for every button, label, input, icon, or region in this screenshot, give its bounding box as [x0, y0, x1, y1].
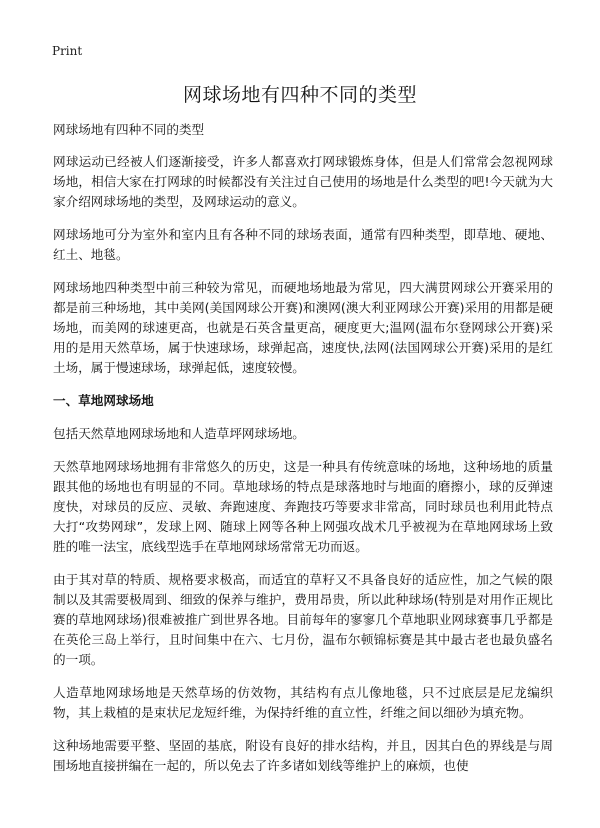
- grass-maintenance-paragraph: 由于其对草的特质、规格要求极高，而适宜的草籽又不具备良好的适应性，加之气候的限制以及其需要极周到、细致的保养与维护，费用昂贵，所以此种球场(特别是对用作正规比赛的草地网球场)很难被推广到世界各地。目前每年的寥寥几个草地职业网球赛事几乎都是在英伦三岛上举行，且时间集中在六、七月份，温布尔顿锦标赛是其中最古老也最负盛名的一项。: [53, 572, 553, 667]
- artificial-grass-paragraph: 人造草地网球场地是天然草场的仿效物，其结构有点儿像地毯，只不过底层是尼龙编织物，其上栽植的是束状尼龙短纤维，为保持纤维的直立性，纤维之间以细砂为填充物。: [53, 685, 553, 720]
- article-subtitle: 网球场地有四种不同的类型: [53, 122, 205, 137]
- page-title: 网球场地有四种不同的类型: [182, 84, 417, 106]
- natural-grass-paragraph: 天然草地网球场地拥有非常悠久的历史，这是一种具有传统意味的场地，这种场地的质量跟其他的场地也有明显的不同。草地球场的特点是球落地时与地面的磨擦小，球的反弹速度快，对球员的反应、灵敏、奔跑速度、奔跑技巧等要求非常高，同时球员也利用此特点大打“攻势网球”，发球上网、随球上网等各种上网强攻战术几乎被视为在草地网球场上致胜的唯一法宝，底线型选手在草地网球场常常无功而返。: [53, 459, 553, 554]
- print-link[interactable]: Print: [52, 44, 83, 58]
- grass-intro-paragraph: 包括天然草地网球场地和人造草坪网球场地。: [53, 426, 305, 441]
- court-types-paragraph: 网球场地可分为室外和室内且有各种不同的球场表面，通常有四种类型，即草地、硬地、红土、地毯。: [53, 227, 553, 262]
- foundation-paragraph: 这种场地需要平整、坚固的基底，附设有良好的排水结构，并且，因其白色的界线是与周围场地直接拼编在一起的，所以免去了许多诸如划线等维护上的麻烦，也使: [53, 738, 553, 773]
- grand-slam-paragraph: 网球场地四种类型中前三种较为常见，而硬地场地最为常见，四大满贯网球公开赛采用的都是前三种场地，其中美网(美国网球公开赛)和澳网(澳大利亚网球公开赛)采用的用都是硬场地，而美网的球速更高，也就是石英含量更高，硬度更大;温网(温布尔登网球公开赛)采用的是用天然草场，属于快速球场，球弹起高，速度快,法网(法国网球公开赛)采用的是红土场，属于慢速球场，球弹起低，速度较慢。: [53, 280, 553, 375]
- section-heading-grass: 一、草地网球场地: [53, 393, 154, 408]
- intro-paragraph: 网球运动已经被人们逐渐接受，许多人都喜欢打网球锻炼身体，但是人们常常会忽视网球场地，相信大家在打网球的时候都没有关注过自己使用的场地是什么类型的吧!今天就为大家介绍网球场地的类型，及网球运动的意义。: [53, 154, 553, 209]
- article-body: [53, 120, 553, 789]
